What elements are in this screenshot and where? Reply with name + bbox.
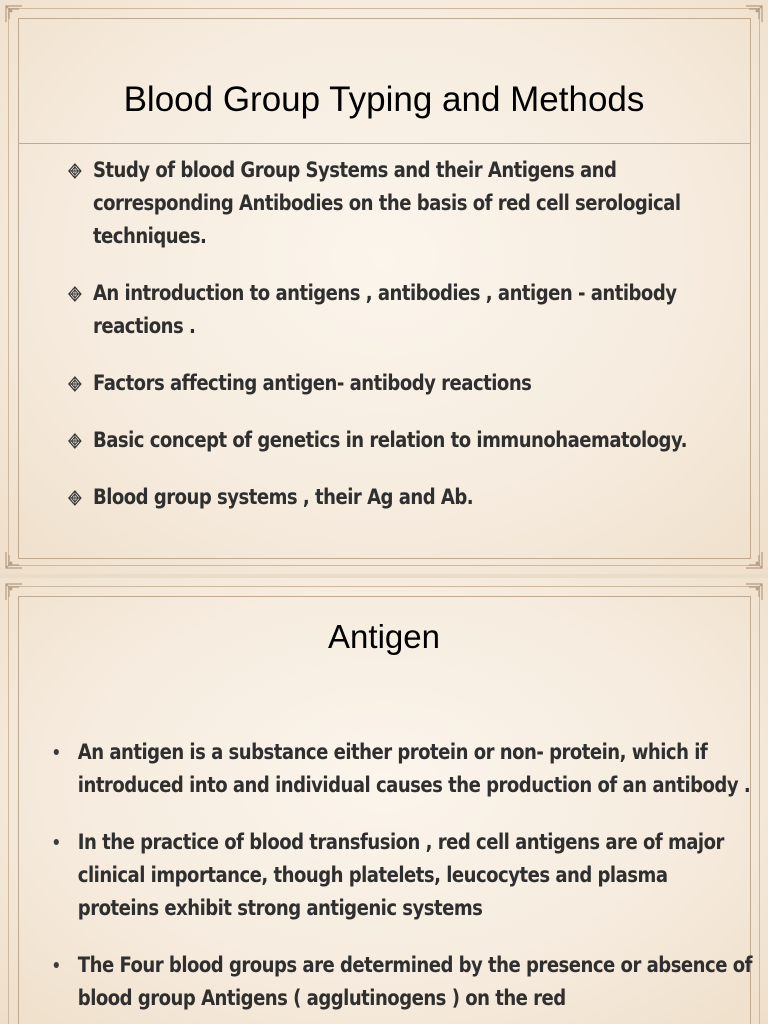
bullet-list bbox=[52, 736, 752, 1024]
list-item bbox=[52, 949, 753, 1015]
corner-ornament-icon bbox=[4, 550, 24, 570]
corner-ornament-icon bbox=[744, 582, 764, 602]
list-item bbox=[52, 736, 753, 802]
corner-ornament-icon bbox=[4, 582, 24, 602]
corner-ornament-icon bbox=[744, 550, 764, 570]
title-divider bbox=[18, 143, 751, 144]
diamond-bullet-icon bbox=[68, 490, 82, 506]
list-item bbox=[68, 424, 742, 457]
list-item bbox=[52, 826, 753, 925]
corner-ornament-icon bbox=[744, 4, 764, 24]
slide-title: Blood Group Typing and Methods bbox=[123, 80, 645, 119]
bullet-text: Blood group systems , their Ag and Ab. bbox=[92, 485, 474, 509]
list-item bbox=[68, 481, 742, 514]
list-item bbox=[68, 154, 742, 253]
slide-antigen bbox=[0, 578, 768, 1024]
slide-title: Antigen bbox=[328, 618, 440, 655]
bullet-text: Basic concept of genetics in relation to immunohaematology. bbox=[92, 428, 687, 452]
dot-bullet-icon bbox=[54, 749, 59, 755]
list-item bbox=[68, 277, 742, 343]
corner-ornament-icon bbox=[4, 4, 24, 24]
bullet-text: Factors affecting antigen- antibody reactions bbox=[92, 371, 532, 395]
bullet-text: An antigen is a substance either protein or non- protein, which if introduced into and individual causes the production of an antibody . bbox=[77, 740, 751, 797]
dot-bullet-icon bbox=[54, 962, 59, 968]
bullet-text: In the practice of blood transfusion , red cell antigens are of major clinical importance, though platelets, leucocytes and plasma proteins exhibit strong antigenic systems bbox=[77, 830, 724, 920]
list-item bbox=[68, 367, 742, 400]
diamond-bullet-icon bbox=[68, 433, 82, 449]
bullet-list bbox=[68, 154, 708, 538]
diamond-bullet-icon bbox=[68, 376, 82, 392]
diamond-bullet-icon bbox=[68, 286, 82, 302]
bullet-text: The Four blood groups are determined by the presence or absence of blood group Antigens ( agglutinogens ) on the red bbox=[77, 953, 752, 1010]
bullet-text: An introduction to antigens , antibodies , antigen - antibody reactions . bbox=[92, 281, 677, 338]
dot-bullet-icon bbox=[54, 839, 59, 845]
bullet-text: Study of blood Group Systems and their Antigens and corresponding Antibodies on the basis of red cell serological techniques. bbox=[92, 158, 681, 248]
diamond-bullet-icon bbox=[68, 163, 82, 179]
